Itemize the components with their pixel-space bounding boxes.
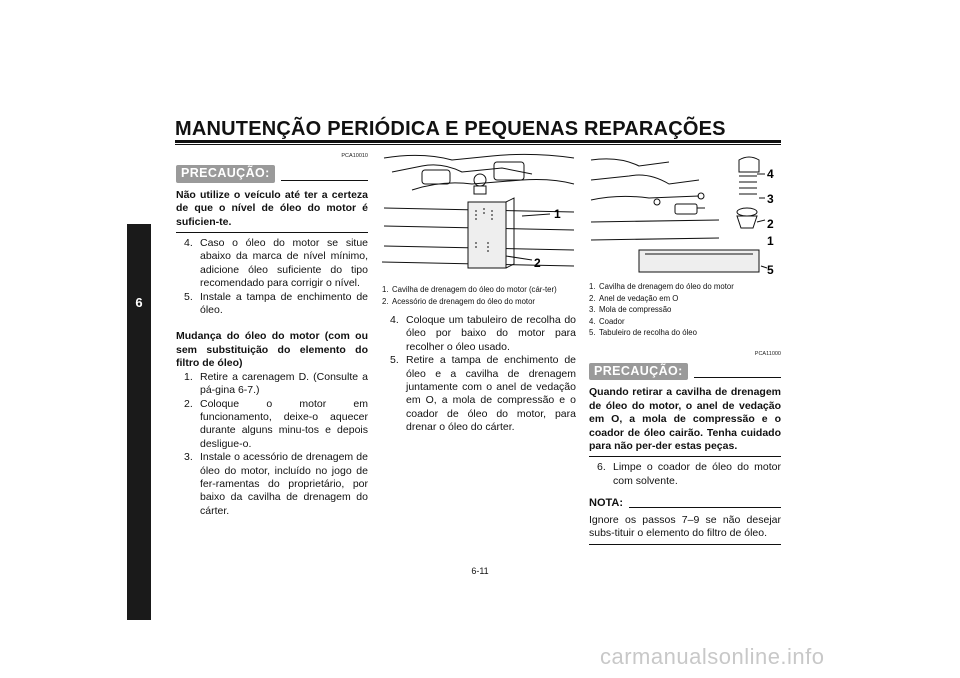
- callout-3: 3: [767, 192, 774, 206]
- list-item: 4. Coloque um tabuleiro de recolha do óleo por baixo do motor para recolher o óleo usado.: [390, 314, 576, 353]
- title-rule-thin: [175, 144, 781, 145]
- nota-end-rule: [589, 544, 781, 545]
- left-column: [176, 150, 368, 518]
- title-rule: [175, 140, 781, 143]
- caution-end-rule: [176, 232, 368, 233]
- caution-end-rule: [589, 456, 781, 457]
- list-item: 5. Retire a tampa de enchimento de óleo e a cavilha de drenagem juntamente com o anel de vedação em O, a mola de compressão e o coador de óleo do motor, para drenar o óleo do cárter.: [390, 354, 576, 434]
- steps-list-mid: [382, 314, 576, 435]
- caution-code: PCA11000: [754, 350, 781, 357]
- caption-item: 1. Cavilha de drenagem do óleo do motor (cár-ter): [382, 285, 557, 294]
- list-item: 6. Limpe o coador de óleo do motor com solvente.: [597, 461, 781, 487]
- middle-column: [382, 284, 576, 435]
- callout-2: 2: [534, 256, 541, 270]
- list-item: 5. Instale a tampa de enchimento de óleo.: [184, 290, 368, 317]
- caution-text: Quando retirar a cavilha de drenagem de óleo do motor, o anel de vedação em O, a mola de compressão e o coador de óleo cairão. Tenha cuidado para não per-der estas peças.: [589, 386, 781, 452]
- list-item: 4. Caso o óleo do motor se situe abaixo da marca de nível mínimo, adicione óleo suficiente do tipo recomendado para corrigir o nível.: [184, 237, 368, 290]
- callout-1: 1: [554, 207, 561, 221]
- figure-captions: [589, 281, 781, 339]
- steps-list-b: [176, 371, 368, 518]
- page-number: 6-11: [471, 566, 489, 576]
- caption-item: 4. Coador: [589, 316, 625, 326]
- caution-label: PRECAUÇÃO:: [176, 165, 275, 182]
- caption-item: 2. Acessório de drenagem do óleo do motor: [382, 296, 536, 306]
- chapter-tab: [127, 224, 151, 620]
- callout-2: 2: [767, 217, 774, 231]
- steps-list-a: [176, 237, 368, 317]
- section-heading: Mudança do óleo do motor (com ou sem substituição do elemento do filtro de óleo): [176, 330, 368, 370]
- list-item: 3. Instale o acessório de drenagem de óleo do motor, incluído no jogo de fer-ramentas do proprietário, por baixo da cavilha de drenagem do cárter.: [184, 451, 368, 517]
- callout-1: 1: [767, 234, 774, 248]
- caution-rule: [694, 377, 781, 378]
- right-column: [589, 281, 781, 545]
- chapter-number: 6: [135, 295, 143, 310]
- caption-item: 5. Tabuleiro de recolha do óleo: [589, 328, 697, 337]
- drain-parts-illustration: [589, 150, 783, 280]
- steps-list-right: [589, 461, 781, 488]
- callout-5: 5: [767, 263, 774, 277]
- figure-captions: [382, 284, 576, 307]
- nota-label: NOTA:: [589, 497, 624, 510]
- caution-code: PCA10010: [341, 153, 368, 159]
- caption-item: 3. Mola de compressão: [589, 305, 672, 314]
- drain-bolt-illustration: [382, 150, 576, 282]
- list-item: 1. Retire a carenagem D. (Consulte a pá-gina 6-7.): [184, 370, 368, 397]
- list-item: 2. Coloque o motor em funcionamento, deixe-o aquecer durante alguns minu-tos e depois desligue-o.: [184, 397, 368, 450]
- caption-item: 2. Anel de vedação em O: [589, 293, 679, 303]
- caution-rule: [281, 180, 368, 181]
- nota-rule: [629, 507, 781, 508]
- watermark: carmanualsonline.info: [600, 644, 825, 669]
- caution-text: Não utilize o veículo até ter a certeza de que o nível de óleo do motor é suficien-te.: [176, 188, 368, 228]
- caption-item: 1. Cavilha de drenagem do óleo do motor: [589, 282, 734, 291]
- callout-4: 4: [767, 167, 774, 181]
- nota-text: Ignore os passos 7–9 se não desejar subs-tituir o elemento do filtro de óleo.: [589, 513, 781, 539]
- page-title: MANUTENÇÃO PERIÓDICA E PEQUENAS REPARAÇÕES: [175, 118, 726, 140]
- caution-label: PRECAUÇÃO:: [589, 363, 688, 380]
